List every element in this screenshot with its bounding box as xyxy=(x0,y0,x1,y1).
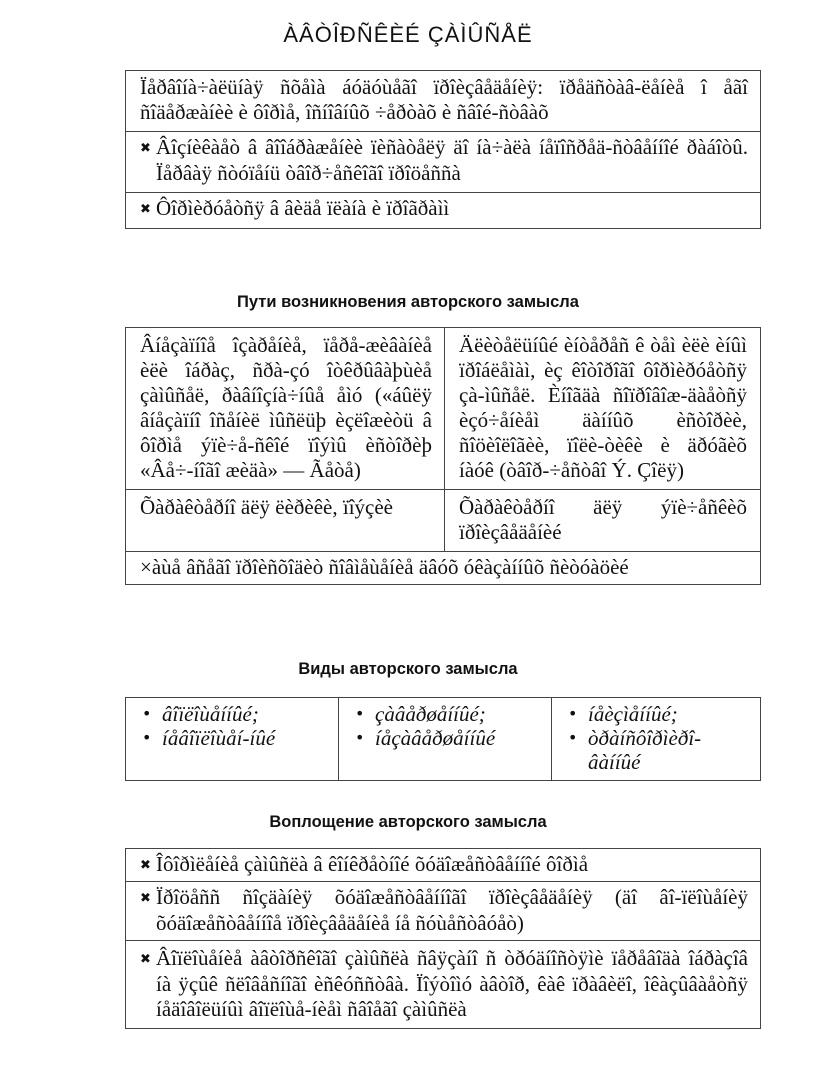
section-heading-origins: Пути возникновения авторского замысла xyxy=(237,293,579,311)
types-item: • çàâåðøåííûé; xyxy=(355,702,486,726)
x-mark-icon: ✖ xyxy=(140,858,151,873)
bullet-icon: • xyxy=(355,728,365,747)
bullet-icon: • xyxy=(355,704,365,723)
types-row xyxy=(126,698,760,780)
types-table xyxy=(125,697,761,781)
embodiment-item: ✖ Âîïëîùåíèå àâòîðñêîãî çàìûñëà ñâÿçàíî ñ òðóäíîñòÿìè ïåðåâîäà îáðàçîâ íà ÿçûê ñëîâåñíîãî èñêóññòâà. Ïîýòîìó àâòîð, êàê ïðàâèëî, îêàçûâàåòñÿ íåäîâîëüíûì âîïëîùå-íèåì ñâîåãî çàìûñëà xyxy=(126,940,760,1028)
bullet-icon: • xyxy=(568,704,578,723)
origins-cell-gradual: Äëèòåëüíûé èíòåðåñ ê òåì èëè èíûì ïðîáëåìàì, èç êîòîðîãî ôîðìèðóåòñÿ çà-ìûñåë. Èíîãäà ñîïðîâîæ-äàåòñÿ èçó÷åíèåì äàííûõ èñòîðèè, ñîöèîëîãèè, ïîëè-òèêè è äðóãèõ íàóê (òâîð-÷åñòâî Ý. Çîëÿ) xyxy=(444,328,759,489)
embodiment-box xyxy=(125,848,761,1029)
definition-box xyxy=(125,70,761,229)
types-item: • âîïëîùåííûé; xyxy=(142,702,259,726)
section-heading-embodiment: Воплощение авторского замысла xyxy=(269,813,547,831)
bullet-icon: • xyxy=(568,728,578,747)
types-column xyxy=(551,698,759,780)
origins-row-main xyxy=(126,328,760,489)
origins-cell-epic: Õàðàêòåðíî äëÿ ýïè÷åñêèõ ïðîèçâåäåíèé xyxy=(444,490,759,551)
definition-item xyxy=(126,131,760,192)
embodiment-item: ✖ Îôîðìëåíèå çàìûñëà â êîíêðåòíîé õóäîæåñòâåííîé ôîðìå xyxy=(140,852,589,876)
x-mark-icon: ✖ xyxy=(140,952,151,967)
types-item: • òðàíñôîðìèðî-âàííûé xyxy=(568,726,702,774)
section-heading-types: Виды авторского замысла xyxy=(298,660,518,678)
definition-item xyxy=(126,192,760,228)
types-column xyxy=(126,698,338,780)
origins-table xyxy=(125,327,761,585)
page-title: ÀÂÒÎÐÑÊÈÉ ÇÀÌÛÑÅË xyxy=(283,22,533,47)
origins-cell-sudden: Âíåçàïíîå îçàðåíèå, ïåðå-æèâàíèå èëè îáðàç, ñðà-çó îòêðûâàþùèå çàìûñåë, ðàâíîçíà÷íûå åìó («áûëÿ âíåçàïíî îñåíèë ìûñëüþ èçëîæèòü â ôîðìå ýïè÷å-ñêîé ïîýìû èñòîðèþ «Âå÷-íîãî æèäà» — Ãåòå) xyxy=(140,333,432,482)
origins-cell-lyric: Õàðàêòåðíî äëÿ ëèðèêè, ïîýçèè xyxy=(140,495,393,519)
origins-row-genre xyxy=(126,489,760,551)
x-mark-icon: ✖ xyxy=(140,202,151,217)
bullet-icon: • xyxy=(142,728,152,747)
embodiment-item: ✖ Ïðîöåññ ñîçäàíèÿ õóäîæåñòâåííîãî ïðîèçâåäåíèÿ (äî âî-ïëîùåíèÿ õóäîæåñòâåííîå ïðîèçâåäåíèå íå ñóùåñòâóåò) xyxy=(126,881,760,940)
bullet-icon: • xyxy=(142,704,152,723)
origins-footer: ×àùå âñåãî ïðîèñõîäèò ñîâìåùåíèå äâóõ óêàçàííûõ ñèòóàöèé xyxy=(126,551,760,584)
definition-text: Ïåðâîíà÷àëüíàÿ ñõåìà áóäóùåãî ïðîèçâåäåíèÿ: ïðåäñòàâ-ëåíèå î åãî ñîäåðæàíèè è ôîðìå, îñíîâíûõ ÷åðòàõ è ñâîé-ñòâàõ xyxy=(140,75,748,124)
types-item: • íåçàâåðøåííûé xyxy=(355,726,496,750)
types-item: • íåâîïëîùåí-íûé xyxy=(142,726,276,750)
x-mark-icon: ✖ xyxy=(140,141,151,156)
x-mark-icon: ✖ xyxy=(140,891,151,906)
definition-item-text: Ôîðìèðóåòñÿ â âèäå ïëàíà è ïðîãðàìì xyxy=(156,196,450,220)
definition-item-text: Âîçíèêàåò â âîîáðàæåíèè ïèñàòåëÿ äî íà÷àëà íåïîñðåä-ñòâåííîé ðàáîòû. Ïåðâàÿ ñòóïåíü òâîð÷åñêîãî ïðîöåññà xyxy=(156,135,748,185)
types-column xyxy=(338,698,551,780)
types-item: • íåèçìåííûé; xyxy=(568,702,678,726)
